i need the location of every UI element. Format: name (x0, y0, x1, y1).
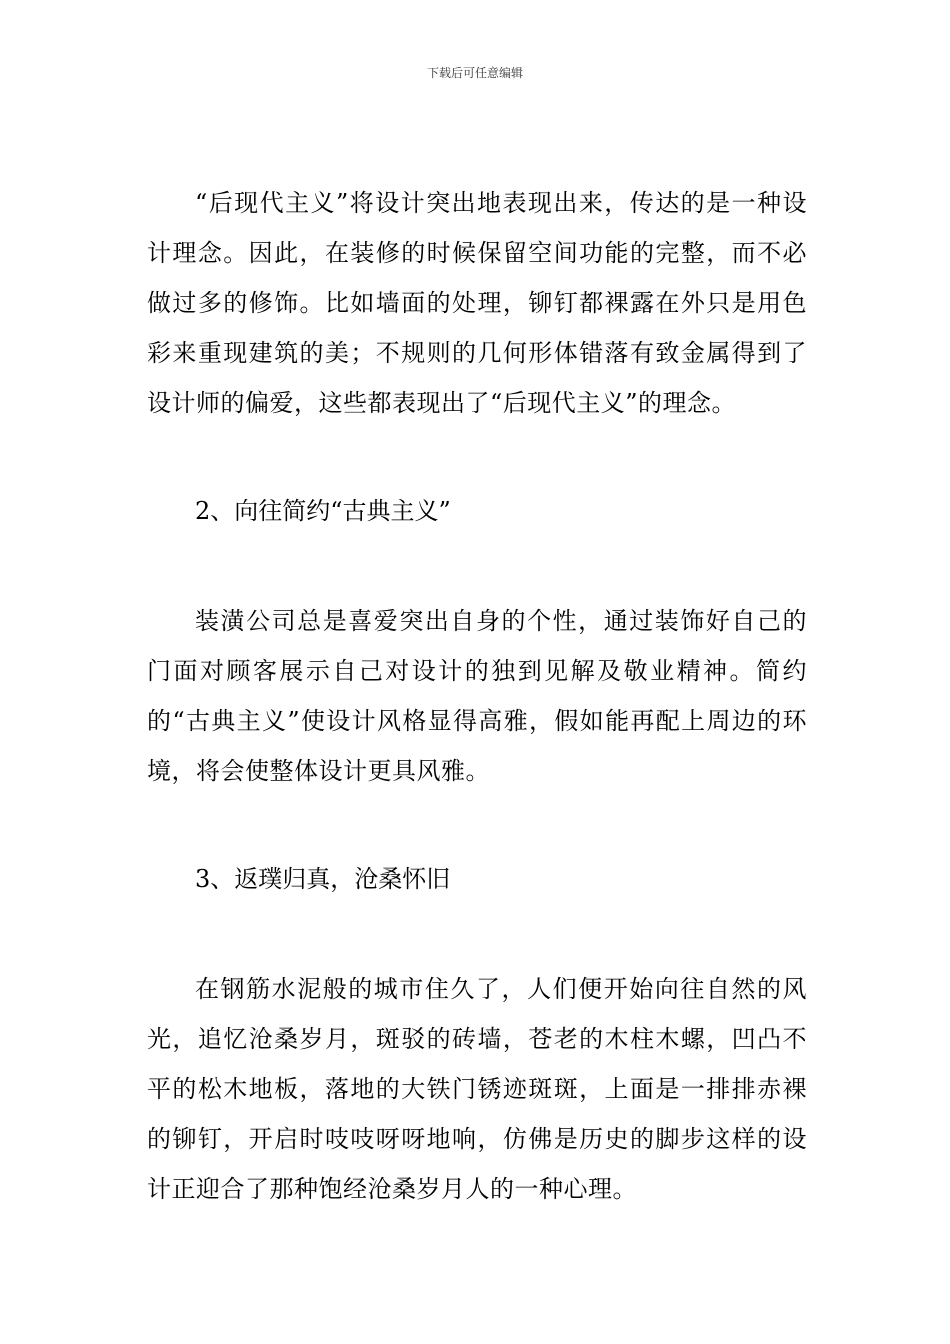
section-heading-2: 2、向往简约“古典主义” (195, 497, 451, 525)
spacer (147, 428, 807, 486)
document-body (147, 178, 807, 1214)
spacer (147, 904, 807, 964)
section-heading-3: 3、返璞归真，沧桑怀旧 (195, 865, 451, 893)
page-header: 下载后可任意编辑 (426, 66, 523, 80)
spacer (147, 796, 807, 854)
paragraph-classicism: 装潢公司总是喜爱突出自身的个性，通过装饰好自己的门面对顾客展示自己对设计的独到见解及敬业精神。简约的“古典主义”使设计风格显得高雅，假如能再配上周边的环境，将会使整体设计更具风雅。 (147, 607, 807, 785)
spacer (147, 536, 807, 596)
paragraph-postmodernism: “后现代主义”将设计突出地表现出来，传达的是一种设计理念。因此，在装修的时候保留空间功能的完整，而不必做过多的修饰。比如墙面的处理，铆钉都裸露在外只是用色彩来重现建筑的美；不规则的几何形体错落有致金属得到了设计师的偏爱，这些都表现出了“后现代主义”的理念。 (147, 189, 807, 417)
paragraph-nostalgia: 在钢筋水泥般的城市住久了，人们便开始向往自然的风光，追忆沧桑岁月，斑驳的砖墙，苍老的木柱木螺，凹凸不平的松木地板，落地的大铁门锈迹斑斑，上面是一排排赤裸的铆钉，开启时吱吱呀呀地响，仿佛是历史的脚步这样的设计正迎合了那种饱经沧桑岁月人的一种心理。 (147, 975, 807, 1203)
